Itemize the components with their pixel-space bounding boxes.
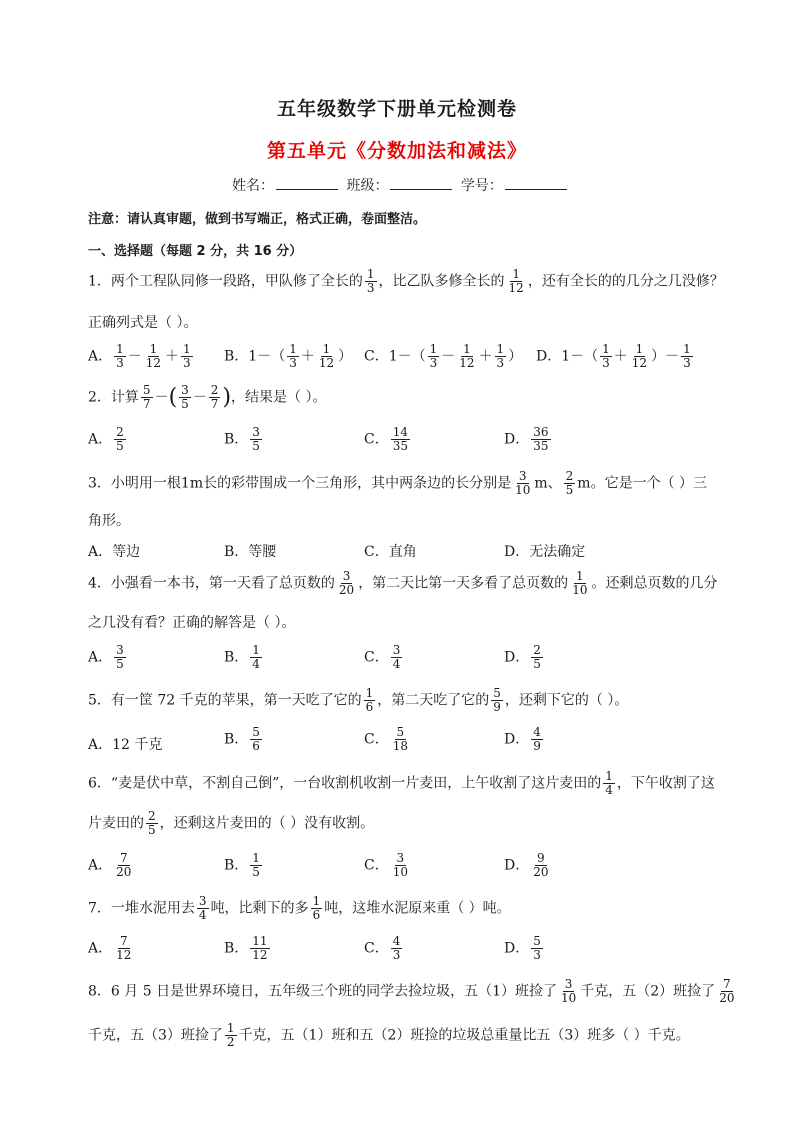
name-field[interactable] — [276, 177, 338, 190]
fraction: $\frac{2}{5}$ — [565, 469, 574, 497]
q4-option-b[interactable]: B． $\frac{1}{4}$ — [224, 643, 260, 671]
fraction: $\frac{3}{20}$ — [338, 569, 355, 597]
fraction: $\frac{1}{3}$ — [429, 342, 438, 370]
q2-option-c[interactable]: C． $\frac{14}{35}$ — [364, 425, 408, 453]
q3-option-d[interactable]: D．无法确定 — [504, 544, 586, 560]
fraction: $\frac{1}{4}$ — [605, 769, 613, 797]
q2-option-a[interactable]: A． $\frac{2}{5}$ — [88, 425, 124, 453]
q3-option-b[interactable]: B．等腰 — [224, 544, 277, 560]
q5-option-a[interactable]: A．12 千克 — [88, 737, 163, 753]
fraction: $\frac{9}{20}$ — [533, 851, 549, 879]
section-heading: 一、选择题（每题 2 分，共 16 分） — [88, 244, 303, 259]
question-5: 5．有一筐 72 千克的苹果，第一天吃了它的 $\frac{1}{6}$ ，第二天吃了它的 $\frac{5}{9}$ ，还剩下它的（ ）。 — [88, 686, 629, 714]
fraction: $\frac{1}{12}$ — [508, 267, 524, 295]
fraction: $\frac{3}{10}$ — [560, 977, 577, 1005]
q7-option-a[interactable]: A． $\frac{7}{12}$ — [88, 934, 132, 962]
fraction: $\frac{5}{3}$ — [533, 934, 541, 962]
fraction: $\frac{5}{6}$ — [252, 725, 260, 753]
q1-option-d[interactable]: D．1－（ $\frac{1}{3}$ ＋ $\frac{1}{12}$ ）－ $\frac{1}{3}$ — [536, 342, 691, 370]
q1-text-c: ，还有全长的的几分之几没修？ — [527, 273, 724, 290]
q1-option-a[interactable]: A． $\frac{1}{3}$ － $\frac{1}{12}$ ＋ $\frac{1}{3}$ — [88, 342, 191, 370]
q5-option-b[interactable]: B． $\frac{5}{6}$ — [224, 725, 260, 753]
fraction: $\frac{4}{3}$ — [392, 934, 401, 962]
q7-option-b[interactable]: B． $\frac{11}{12}$ — [224, 934, 268, 962]
fraction: $\frac{7}{20}$ — [719, 977, 735, 1005]
q1-text-b: ，比乙队多修全长的 — [378, 273, 505, 290]
fraction: $\frac{7}{12}$ — [116, 934, 132, 962]
fraction: $\frac{3}{4}$ — [198, 894, 207, 922]
fraction: $\frac{1}{3}$ — [496, 342, 505, 370]
q5-option-c[interactable]: C． $\frac{5}{18}$ — [364, 725, 408, 753]
q6-option-a[interactable]: A． $\frac{7}{20}$ — [88, 851, 132, 879]
fraction: $\frac{36}{35}$ — [533, 425, 549, 453]
page-subtitle: 第五单元《分数加法和减法》 — [266, 140, 527, 162]
fraction: $\frac{3}{5}$ — [116, 643, 124, 671]
fraction: $\frac{3}{5}$ — [252, 425, 260, 453]
fraction: $\frac{1}{2}$ — [226, 1021, 235, 1049]
q2-option-d[interactable]: D． $\frac{36}{35}$ — [504, 425, 549, 453]
fraction: $\frac{4}{9}$ — [533, 725, 541, 753]
id-label: 学号： — [460, 178, 503, 194]
q6-option-d[interactable]: D． $\frac{9}{20}$ — [504, 851, 549, 879]
q6-option-b[interactable]: B． $\frac{1}{5}$ — [224, 851, 260, 879]
q1-text-a: 1．两个工程队同修一段路，甲队修了全长的 — [88, 273, 363, 290]
question-4: 4．小强看一本书，第一天看了总页数的 $\frac{3}{20}$ ，第二天比第一天多看了总页数的 $\frac{1}{10}$ 。还剩总页数的几分 — [88, 569, 718, 597]
question-3: 3．小明用一根1m长的彩带围成一个三角形，其中两条边的长分别是 $\frac{3}{10}$ m、 $\frac{2}{5}$ m。它是一个（ ）三 — [88, 469, 708, 497]
fraction: $\frac{11}{12}$ — [252, 934, 268, 962]
q3-option-a[interactable]: A．等边 — [88, 544, 141, 560]
fraction: $\frac{7}{20}$ — [116, 851, 132, 879]
question-6: 6．“麦是伏中草，不割自己倒”，一台收割机收割一片麦田，上午收割了这片麦田的 $\frac{1}{4}$ ，下午收割了这 — [88, 769, 715, 797]
q8-line2: 千克，五（3）班捡了 $\frac{1}{2}$ 千克，五（1）班和五（2）班捡的垃圾总重量比五（3）班多（ ）千克。 — [88, 1021, 690, 1049]
fraction: $\frac{1}{3}$ — [683, 342, 691, 370]
q3-option-c[interactable]: C．直角 — [364, 544, 417, 560]
q4-option-a[interactable]: A． $\frac{3}{5}$ — [88, 643, 124, 671]
notice: 注意：请认真审题，做到书写端正，格式正确，卷面整洁。 — [88, 212, 427, 227]
q4-line2: 之几没有看？正确的解答是（ ）。 — [88, 615, 296, 631]
q1-line2: 正确列式是（ ）。 — [88, 315, 198, 331]
question-8: 8．6 月 5 日是世界环境日，五年级三个班的同学去捡垃圾，五（1）班捡了 $\frac{3}{10}$ 千克，五（2）班捡了 $\frac{7}{20}$ — [88, 977, 735, 1005]
fraction: $\frac{5}{7}$ — [142, 383, 151, 411]
fraction: $\frac{2}{5}$ — [148, 809, 156, 837]
q6-line2: 片麦田的 $\frac{2}{5}$ ，还剩这片麦田的（ ）没有收割。 — [88, 809, 375, 837]
fraction: $\frac{5}{9}$ — [493, 686, 501, 714]
q2-option-b[interactable]: B． $\frac{3}{5}$ — [224, 425, 260, 453]
name-label: 姓名： — [232, 178, 274, 194]
id-field[interactable] — [505, 177, 567, 190]
fraction: $\frac{3}{10}$ — [515, 469, 531, 497]
fraction: $\frac{1}{6}$ — [312, 894, 321, 922]
fraction: $\frac{3}{10}$ — [392, 851, 408, 879]
fraction: $\frac{1}{10}$ — [572, 569, 588, 597]
q1-option-b[interactable]: B．1－（ $\frac{1}{3}$ ＋ $\frac{1}{12}$ ） — [224, 342, 353, 370]
fraction: $\frac{1}{12}$ — [459, 342, 475, 370]
q4-option-c[interactable]: C． $\frac{3}{4}$ — [364, 643, 401, 671]
fraction: $\frac{14}{35}$ — [392, 425, 408, 453]
fraction: $\frac{1}{3}$ — [366, 267, 375, 295]
q5-option-d[interactable]: D． $\frac{4}{9}$ — [504, 725, 541, 753]
q6-option-c[interactable]: C． $\frac{3}{10}$ — [364, 851, 408, 879]
q3-line2: 角形。 — [88, 513, 130, 529]
fraction: $\frac{1}{12}$ — [318, 342, 335, 370]
student-info — [232, 175, 571, 195]
q4-option-d[interactable]: D． $\frac{2}{5}$ — [504, 643, 541, 671]
question-2: 2．计算 $\frac{5}{7}$ －( $\frac{3}{5}$ － $\frac{2}{7}$ )，结果是（ ）。 — [88, 383, 327, 411]
question-7: 7．一堆水泥用去 $\frac{3}{4}$ 吨，比剩下的多 $\frac{1}{6}$ 吨，这堆水泥原来重（ ）吨。 — [88, 894, 511, 922]
fraction: $\frac{1}{5}$ — [252, 851, 260, 879]
fraction: $\frac{1}{3}$ — [183, 342, 191, 370]
fraction: $\frac{1}{4}$ — [252, 643, 260, 671]
question-1 — [88, 267, 724, 295]
q7-option-d[interactable]: D． $\frac{5}{3}$ — [504, 934, 541, 962]
fraction: $\frac{1}{3}$ — [289, 342, 297, 370]
class-field[interactable] — [390, 177, 452, 190]
fraction: $\frac{1}{12}$ — [631, 342, 648, 370]
fraction: $\frac{5}{18}$ — [392, 725, 408, 753]
fraction: $\frac{3}{5}$ — [181, 383, 189, 411]
fraction: $\frac{2}{5}$ — [533, 643, 541, 671]
fraction: $\frac{1}{3}$ — [602, 342, 610, 370]
fraction: $\frac{1}{6}$ — [365, 686, 374, 714]
class-label: 班级： — [346, 178, 389, 194]
fraction: $\frac{3}{4}$ — [392, 643, 401, 671]
fraction: $\frac{2}{5}$ — [116, 425, 124, 453]
fraction: $\frac{1}{3}$ — [116, 342, 124, 370]
fraction: $\frac{1}{12}$ — [145, 342, 162, 370]
q1-option-c[interactable]: C．1－（ $\frac{1}{3}$ － $\frac{1}{12}$ ＋ $\frac{1}{3}$ ） — [364, 342, 523, 370]
fraction: $\frac{2}{7}$ — [210, 383, 219, 411]
page-title: 五年级数学下册单元检测卷 — [276, 98, 517, 120]
q7-option-c[interactable]: C． $\frac{4}{3}$ — [364, 934, 401, 962]
